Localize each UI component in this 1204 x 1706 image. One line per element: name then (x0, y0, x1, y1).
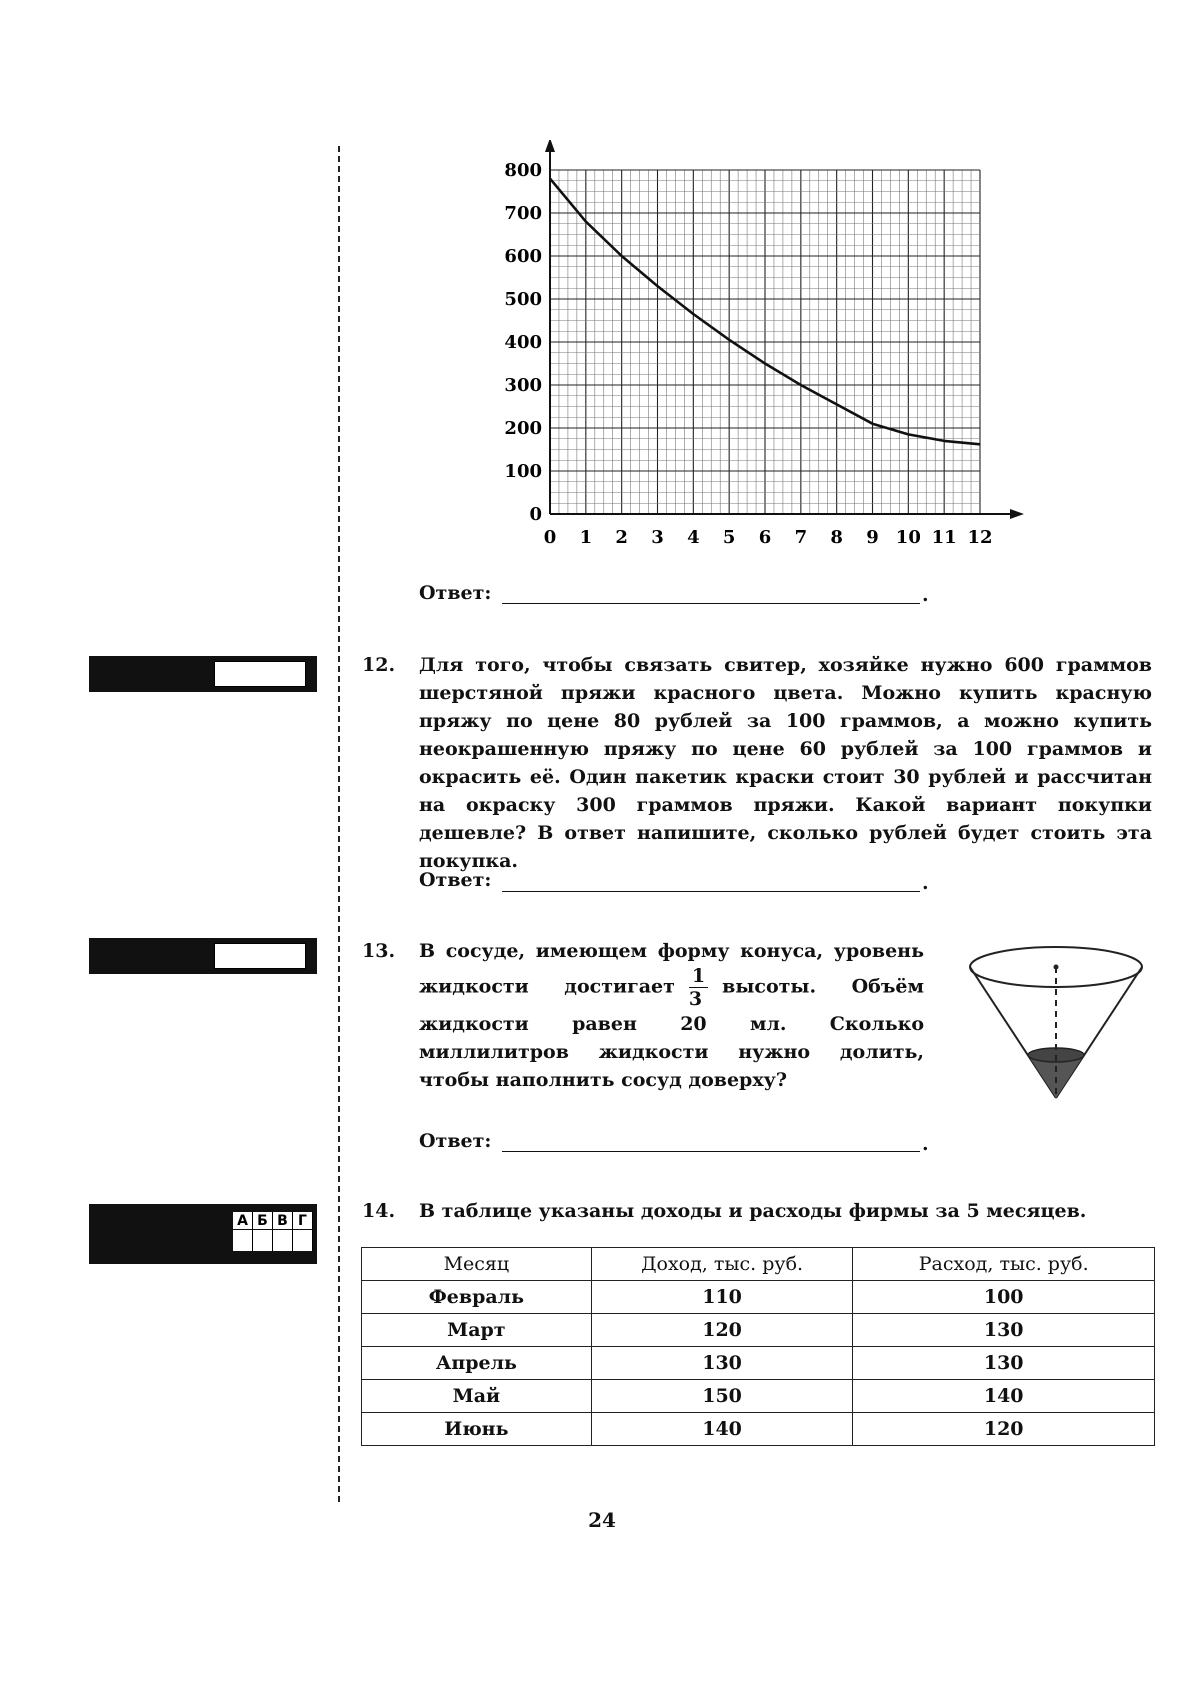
answer-dot-11: . (922, 584, 929, 606)
abvg-cell-v[interactable] (273, 1230, 293, 1251)
table-cell: 130 (853, 1347, 1155, 1380)
income-expense-table (361, 1247, 1155, 1446)
table-cell: 130 (591, 1347, 853, 1380)
table-header-row (362, 1248, 1155, 1281)
fraction-numerator: 1 (689, 965, 708, 988)
table-header-month: Месяц (362, 1248, 592, 1281)
problem-text-13-b: высоты. Объём жидкости равен 20 мл. Сколько миллилитров жидкости нужно долить, чтобы наполнить сосуд доверху? (419, 975, 924, 1091)
y-axis-arrow (545, 140, 555, 152)
fraction-denominator: 3 (688, 988, 703, 1010)
margin-cut-line (338, 146, 340, 1502)
table-cell: Март (362, 1314, 592, 1347)
problem-number-14: 14. (362, 1200, 396, 1222)
y-tick-label: 200 (504, 418, 542, 439)
table-row (362, 1413, 1155, 1446)
table-cell: 140 (853, 1380, 1155, 1413)
x-tick-label: 4 (687, 527, 700, 548)
table-row (362, 1314, 1155, 1347)
x-tick-label: 6 (758, 527, 772, 548)
table-cell: 130 (853, 1314, 1155, 1347)
line-chart (470, 140, 1030, 560)
table-cell: Июнь (362, 1413, 592, 1446)
x-tick-label: 12 (967, 527, 993, 548)
abvg-cell-a[interactable] (233, 1230, 253, 1251)
x-tick-label: 8 (830, 527, 843, 548)
problem-number-12: 12. (362, 654, 396, 676)
problem-text-14: В таблице указаны доходы и расходы фирмы за 5 месяцев. (419, 1200, 1087, 1222)
x-tick-label: 2 (615, 527, 628, 548)
cone-illustration (966, 945, 1146, 1105)
abvg-cell-g[interactable] (293, 1230, 313, 1251)
x-tick-label: 0 (543, 527, 557, 548)
table-row (362, 1380, 1155, 1413)
answer-field-12[interactable] (502, 891, 920, 892)
x-tick-label: 7 (794, 527, 808, 548)
y-tick-label: 0 (529, 504, 542, 525)
table-cell: 100 (853, 1281, 1155, 1314)
table-cell: 140 (591, 1413, 853, 1446)
y-tick-label: 400 (504, 332, 542, 353)
table-row (362, 1281, 1155, 1314)
answer-dot-13: . (922, 1133, 929, 1155)
score-slot-12[interactable] (214, 661, 306, 687)
x-tick-label: 9 (866, 527, 879, 548)
y-tick-label: 600 (504, 246, 542, 267)
table-cell: 120 (591, 1314, 853, 1347)
x-tick-label: 10 (895, 527, 921, 548)
x-tick-label: 3 (651, 527, 664, 548)
y-tick-label: 100 (504, 461, 542, 482)
abvg-cell-b[interactable] (253, 1230, 273, 1251)
problem-number-13: 13. (362, 940, 396, 962)
x-tick-label: 1 (579, 527, 593, 548)
table-row (362, 1347, 1155, 1380)
answer-label-11: Ответ: (419, 582, 492, 604)
answer-field-13[interactable] (502, 1151, 920, 1152)
score-box-14 (89, 1204, 317, 1264)
y-tick-label: 700 (504, 203, 542, 224)
abvg-answer-cells[interactable] (233, 1230, 313, 1251)
answer-field-11[interactable] (502, 603, 920, 604)
answer-label-13: Ответ: (419, 1130, 492, 1152)
x-tick-label: 11 (931, 527, 957, 548)
table-cell: 120 (853, 1413, 1155, 1446)
fraction-one-third (689, 965, 708, 1010)
table-cell: Апрель (362, 1347, 592, 1380)
table-header-income: Доход, тыс. руб. (591, 1248, 853, 1281)
table-cell: 110 (591, 1281, 853, 1314)
abvg-header (233, 1212, 313, 1229)
problem-text-12: Для того, чтобы связать свитер, хозяйке нужно 600 граммов шерстяной пряжи красного цвета. Можно купить красную пряжу по цене 80 рублей за 100 граммов, а можно купить неокрашенную пряжу по цене 60 рублей за 100 граммов и окрасить её. Один пакетик краски стоит 30 рублей и рассчитан на окраску 300 граммов пряжи. Какой вариант покупки дешевле? В ответ напишите, сколько рублей будет стоить эта покупка. (419, 654, 1152, 872)
abvg-label-b: Б (253, 1212, 273, 1229)
abvg-label-v: В (273, 1212, 293, 1229)
problem-text-13 (419, 937, 924, 1094)
page-number: 24 (588, 1508, 616, 1532)
score-box-12 (89, 656, 317, 692)
answer-dot-12: . (922, 872, 929, 894)
table-cell: Май (362, 1380, 592, 1413)
answer-label-12: Ответ: (419, 869, 492, 891)
table-cell: Февраль (362, 1281, 592, 1314)
x-tick-label: 5 (722, 527, 736, 548)
y-tick-label: 300 (504, 375, 542, 396)
y-tick-label: 500 (504, 289, 542, 310)
abvg-label-g: Г (293, 1212, 313, 1229)
x-axis-arrow (1010, 509, 1024, 519)
table-cell: 150 (591, 1380, 853, 1413)
y-tick-label: 800 (504, 160, 542, 181)
score-box-13 (89, 938, 317, 974)
abvg-label-a: А (233, 1212, 253, 1229)
problem-text-13-a: В сосуде, имеющем форму конуса, уровень жидкости достигает (419, 940, 924, 998)
table-header-expense: Расход, тыс. руб. (853, 1248, 1155, 1281)
score-slot-13[interactable] (214, 943, 306, 969)
